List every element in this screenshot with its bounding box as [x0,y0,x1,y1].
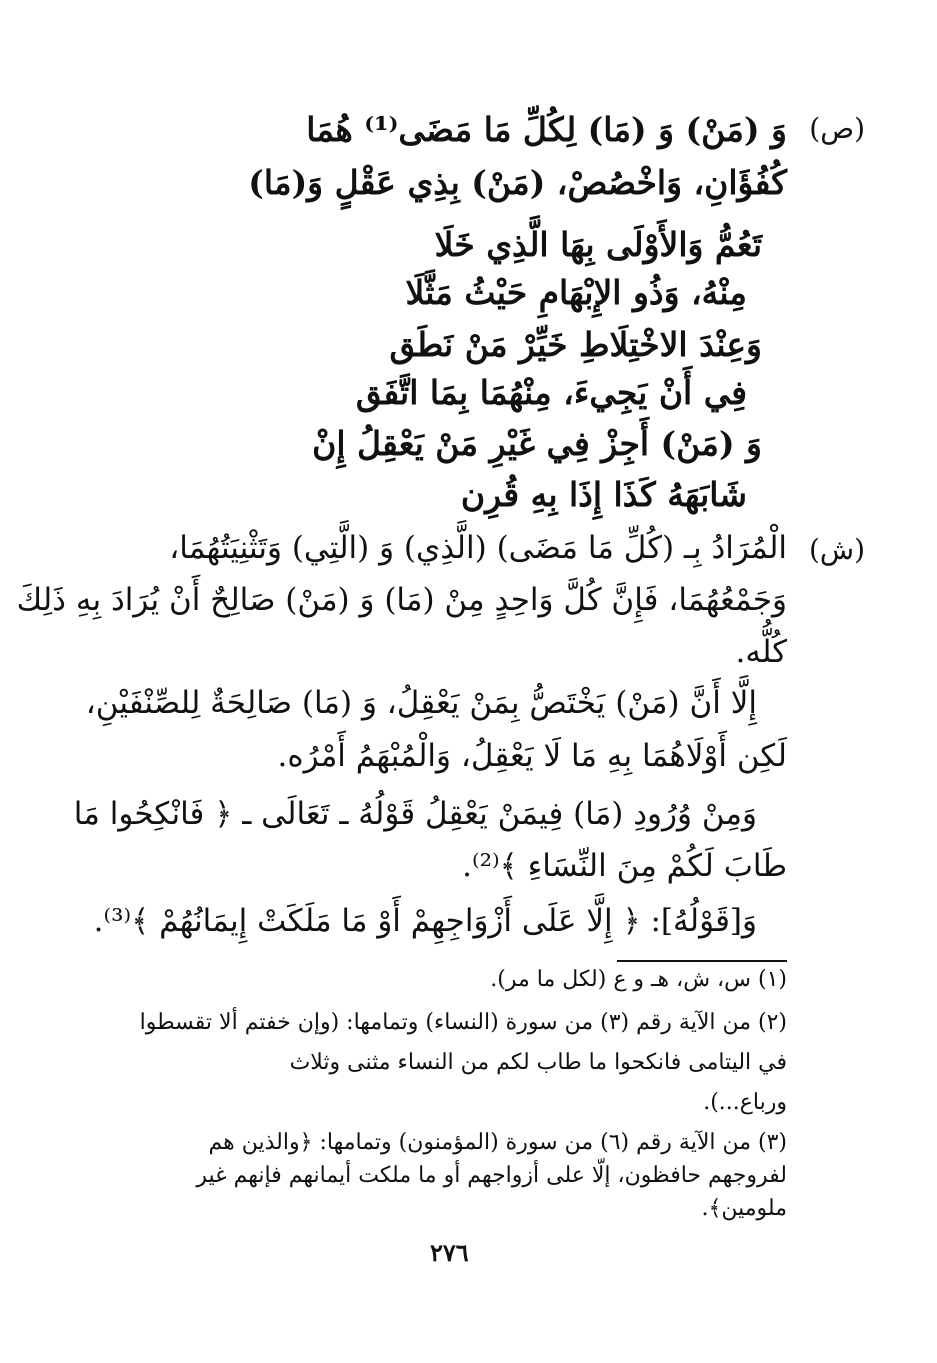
commentary-line: كُلُّه. [735,634,787,670]
verse-marker: (ص) [809,112,865,145]
verse-line: وَعِنْدَ الاخْتِلَاطِ خَيِّرْ مَنْ نَطَق [389,325,762,364]
verse-line: فِي أَنْ يَجِيءَ، مِنْهُمَا بِمَا اتَّفَق [355,373,747,412]
commentary-line: وَ[قَوْلُهُ]: ﴿ إِلَّا عَلَى أَزْوَاجِهِمْ أَوْ مَا مَلَكَتْ إِيمَانُهُمْ ﴾⁽³⁾. [93,903,757,939]
footnote-line: (٢) من الآية رقم (٣) من سورة (النساء) وتمامها: (وإن خفتم ألا تقسطوا [139,1010,787,1035]
verse-line: شَابَهَهُ كَذَا إِذَا بِهِ قُرِن [460,475,747,514]
verse-line: مِنْهُ، وَذُو الإِبْهَامِ حَيْثُ مَثَّلَا [405,273,747,312]
footnote-line: لفروجهم حافظون، إلّا على أزواجهم أو ما ملكت أيمانهم فإنهم غير [196,1163,787,1188]
footnote-line: في اليتامى فانكحوا ما طاب لكم من النساء مثنى وثلاث [289,1050,787,1075]
commentary-marker: (ش) [808,533,865,566]
commentary-line: طَابَ لَكُمْ مِنَ النِّسَاءِ ﴾⁽²⁾. [462,848,787,884]
commentary-line: وَمِنْ وُرُودِ (مَا) فِيمَنْ يَعْقِلُ قَوْلُهُ ـ تَعَالَى ـ ﴿ فَانْكِحُوا مَا [73,796,757,832]
commentary-line: وَجَمْعُهُمَا، فَإِنَّ كُلَّ وَاحِدٍ مِنْ (مَا) وَ (مَنْ) صَالِحٌ أَنْ يُرَادَ بِهِ ذَلِكَ [16,582,787,618]
commentary-line: لَكِن أَوْلَاهُمَا بِهِ مَا لَا يَعْقِلُ، وَالْمُبْهَمُ أَمْرُه. [277,738,787,774]
footnote-line: ملومين﴾. [701,1196,787,1221]
verse-line: وَ (مَنْ) وَ (مَا) لِكُلِّ مَا مَضَى⁽¹⁾ هُمَا [306,110,787,149]
verse-line: كُفُؤَانِ، وَاخْصُصْ، (مَنْ) بِذِي عَقْلٍ وَ(مَا) [248,163,787,202]
verse-line: وَ (مَنْ) أَجِزْ فِي غَيْرِ مَنْ يَعْقِلُ إِنْ [312,424,762,463]
footnote-separator [617,960,787,962]
commentary-line: الْمُرَادُ بِـ (كُلِّ مَا مَضَى) (الَّذِي) وَ (الَّتِي) وَتَثْنِيَتُهُمَا، [169,530,787,566]
footnote-line: (٣) من الآية رقم (٦) من سورة (المؤمنون) وتمامها: ﴿والذين هم [208,1130,787,1155]
verse-line: تَعُمُّ وَالأَوْلَى بِهَا الَّذِي خَلَا [434,225,762,264]
page-number: ٢٧٦ [430,1238,469,1267]
footnote-line: (١) س، ش، هـ و ع (لكل ما مر). [490,967,787,992]
commentary-line: إِلَّا أَنَّ (مَنْ) يَخْتَصُّ بِمَنْ يَعْقِلُ، وَ (مَا) صَالِحَةٌ لِلصِّنْفَيْنِ، [85,685,757,721]
footnote-line: ورباع...). [703,1090,787,1115]
